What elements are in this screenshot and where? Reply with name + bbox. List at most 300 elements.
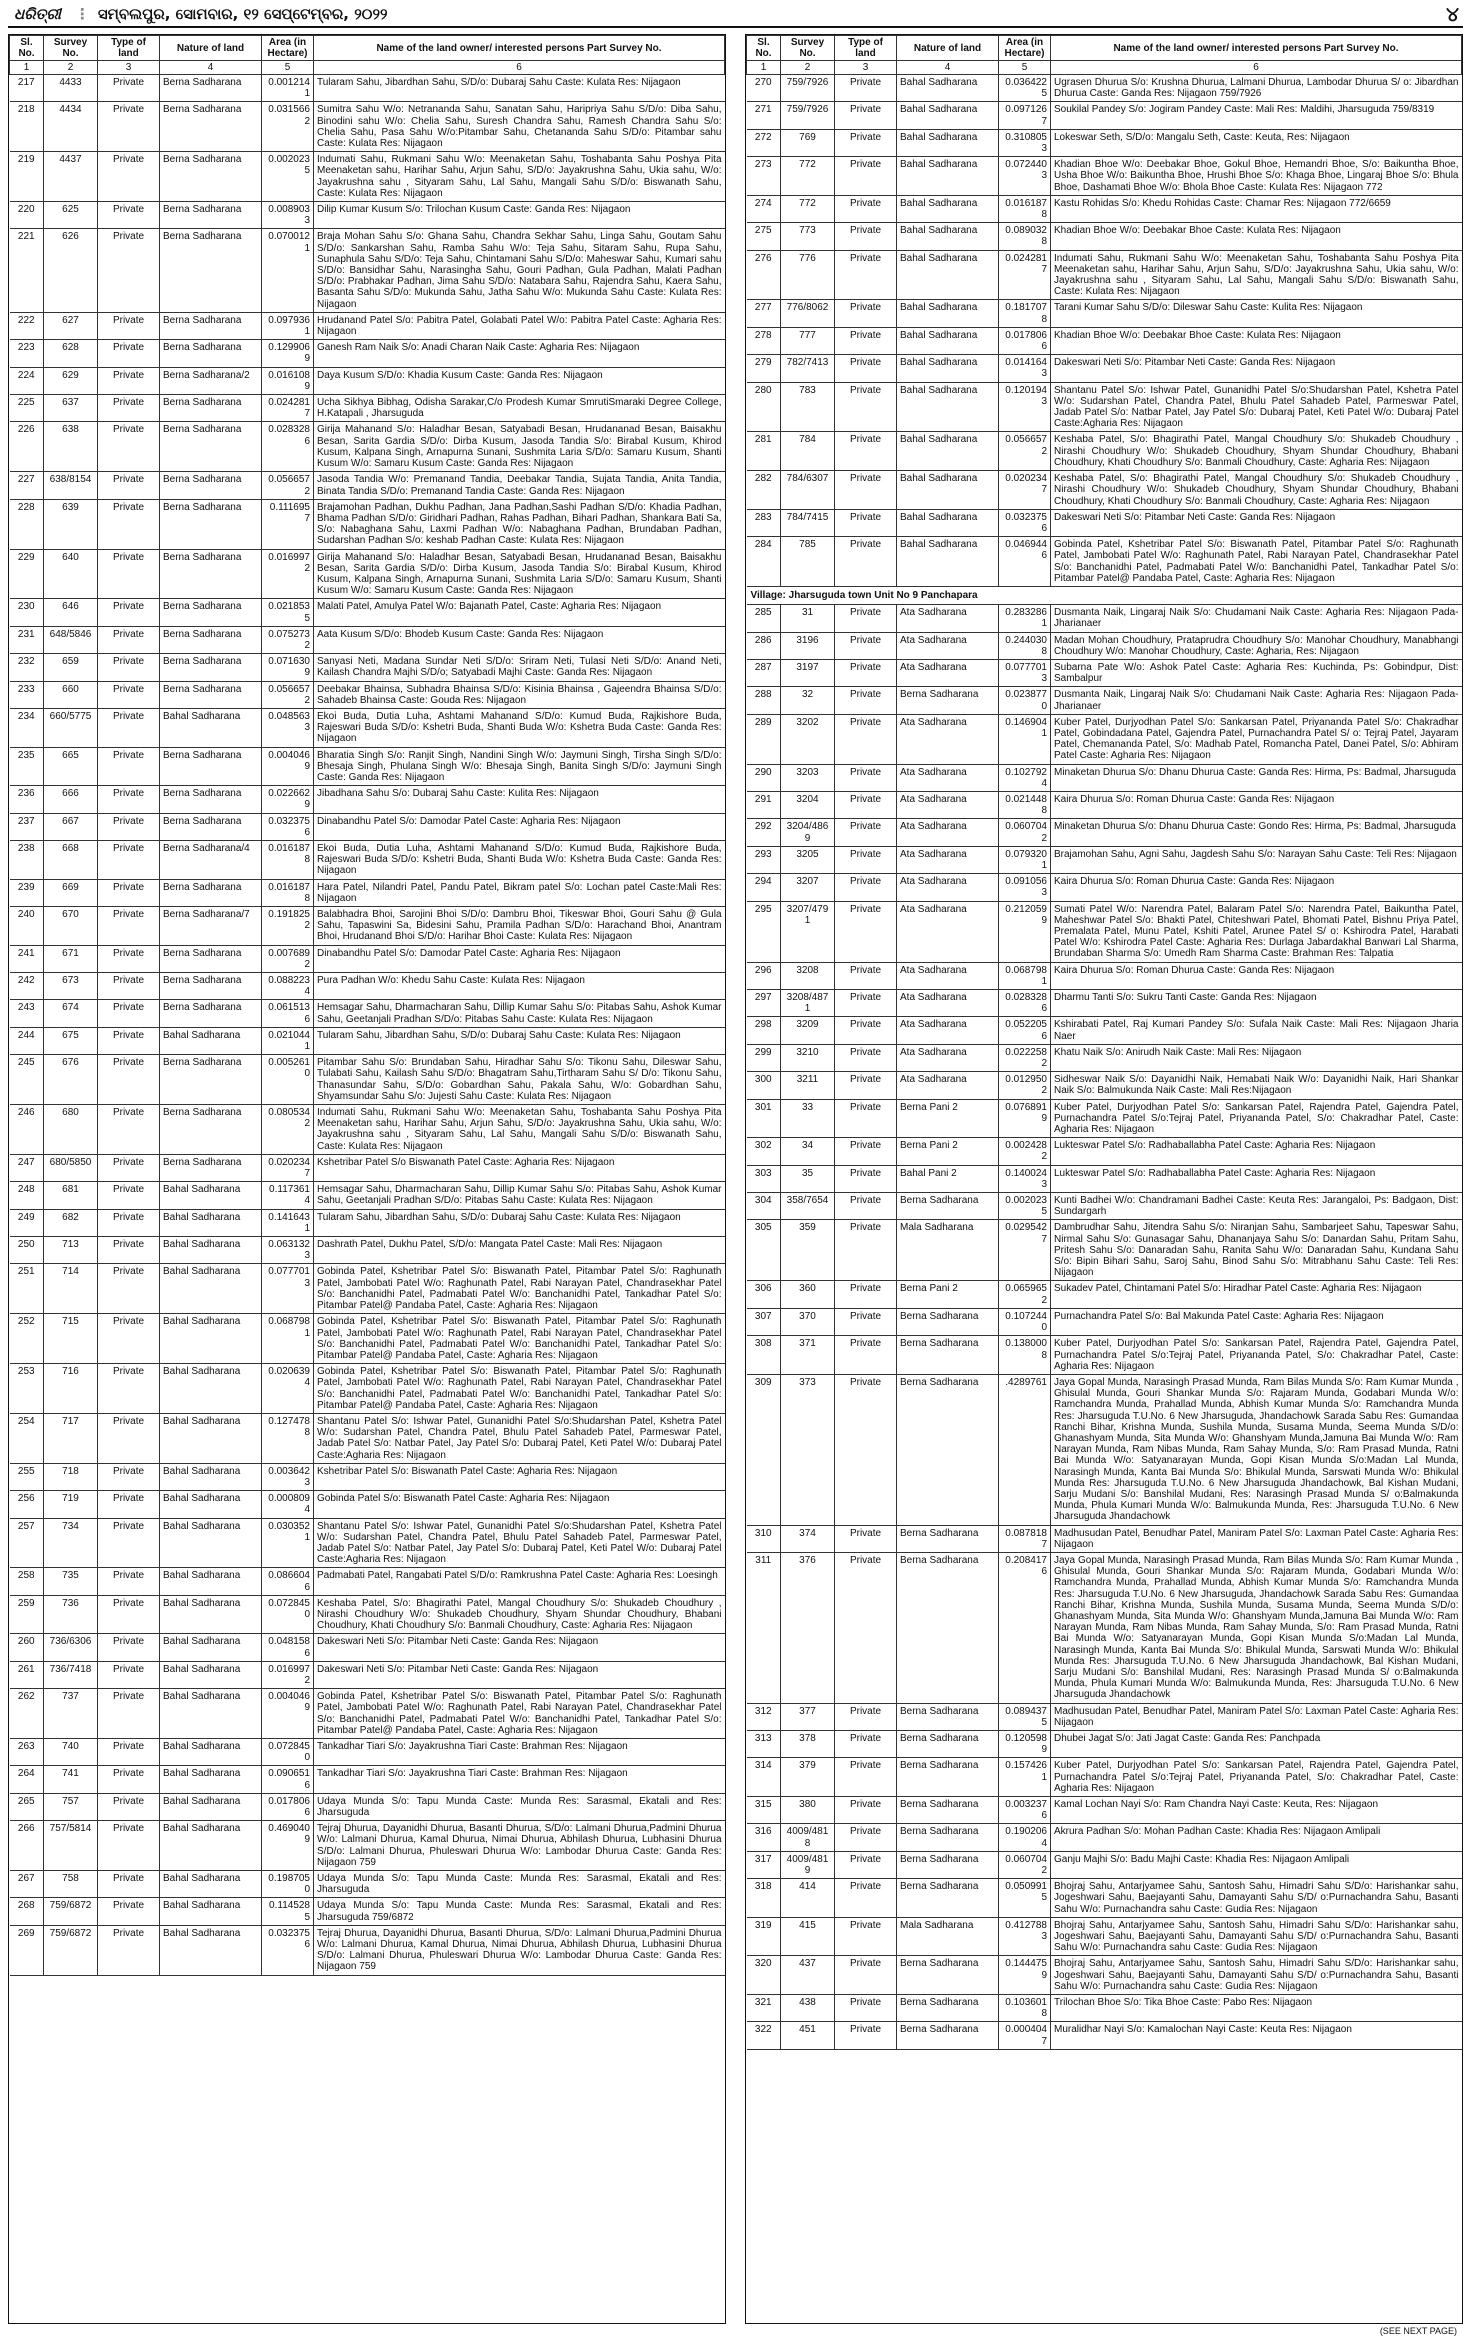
area-cell: 0.0008094	[262, 1491, 314, 1518]
type-cell: Private	[98, 1595, 160, 1634]
survey-cell: 32	[781, 687, 835, 714]
type-cell: Private	[98, 747, 160, 786]
type-cell: Private	[98, 1237, 160, 1264]
nature-cell: Bahal Sadharana	[160, 1821, 262, 1871]
sl-cell: 266	[10, 1821, 44, 1871]
type-cell: Private	[98, 367, 160, 394]
survey-cell: 772	[781, 157, 835, 196]
survey-cell: 759/6872	[44, 1898, 98, 1925]
type-cell: Private	[98, 1661, 160, 1688]
area-cell: 0.0040469	[262, 1689, 314, 1739]
owner-cell: Dharmu Tanti S/o: Sukru Tanti Caste: Ganda Res: Nijagaon	[1051, 990, 1462, 1017]
nature-cell: Berna Sadharana	[897, 1797, 999, 1824]
sl-cell: 233	[10, 681, 44, 708]
owner-cell: Kamal Lochan Nayi S/o: Ram Chandra Nayi Caste: Keuta, Res: Nijagaon	[1051, 1797, 1462, 1824]
nature-cell: Berna Pani 2	[897, 1099, 999, 1138]
sl-cell: 307	[747, 1308, 781, 1335]
type-cell: Private	[835, 1044, 897, 1071]
type-cell: Private	[98, 1027, 160, 1054]
sl-cell: 294	[747, 874, 781, 901]
nature-cell: Berna Sadharana	[160, 786, 262, 813]
land-table-right	[746, 35, 1462, 2050]
table-row	[747, 1917, 1462, 1956]
survey-cell: 3203	[781, 764, 835, 791]
type-cell: Private	[835, 1797, 897, 1824]
area-cell: 0.0238770	[999, 687, 1051, 714]
area-cell: 0.0161878	[262, 840, 314, 879]
type-cell: Private	[835, 990, 897, 1017]
survey-cell: 371	[781, 1336, 835, 1375]
nature-cell: Bahal Sadharana	[160, 1898, 262, 1925]
table-row	[747, 327, 1462, 354]
table-row	[10, 1413, 725, 1463]
table-row	[10, 626, 725, 653]
sl-cell: 267	[10, 1871, 44, 1898]
table-row	[747, 687, 1462, 714]
area-cell: 0.0202347	[262, 1154, 314, 1181]
table-row	[747, 1703, 1462, 1730]
nature-cell: Bahal Sadharana	[897, 537, 999, 587]
table-row	[10, 681, 725, 708]
owner-cell: Keshaba Patel, S/o: Bhagirathi Patel, Mangal Choudhury S/o: Shukadeb Choudhury , Nirashi Choudhury W/o: Shukadeb Choudhury, Shyam Shundar Choudhury, Bhabani Choudhury, Khati Choudhury S/o: Banmali Choudhury, Caste: Agharia Res: Nijagaon	[1051, 471, 1462, 510]
type-cell: Private	[98, 1364, 160, 1414]
table-row	[10, 1209, 725, 1236]
owner-cell: Ganesh Ram Naik S/o: Anadi Charan Naik Caste: Agharia Res: Nijagaon	[314, 340, 725, 367]
type-cell: Private	[835, 1138, 897, 1165]
survey-cell: 640	[44, 549, 98, 599]
owner-cell: Brajamohan Padhan, Dukhu Padhan, Jana Padhan,Sashi Padhan S/D/o: Khadia Padhan, Bhama Padhan S/D/o: Giridhari Padhan, Rahas Padhan, Bihari Padhan, Shankara Bati Sa, S/o: Nabaghana Sahu, Laxmi Padhan W/o: Nabaghana Padhan, Brundaban Padhan, Sudarshan Padhan S/o: keshab Padhan Caste: Kulata Res: Nijagaon	[314, 499, 725, 549]
nature-cell: Bahal Sadharana	[897, 300, 999, 327]
sl-cell: 247	[10, 1154, 44, 1181]
nature-cell: Ata Sadharana	[897, 605, 999, 632]
survey-cell: 378	[781, 1731, 835, 1758]
type-cell: Private	[835, 1099, 897, 1138]
survey-cell: 776/8062	[781, 300, 835, 327]
area-cell: 0.0906516	[262, 1766, 314, 1793]
owner-cell: Jaya Gopal Munda, Narasingh Prasad Munda, Ram Bilas Munda S/o: Ram Kumar Munda , Ghisulal Munda, Gouri Shankar Munda S/o: Rajaram Munda, Godabari Munda W/o: Ramchandra Munda, Prahallad Munda, Abhish Kumar Munda S/o: Ramchandra Munda Res: Jharsuguda T.U.No. 6 New Jharsuguda, Jhandachowk Sarada Sabu Res: Gumandaa Ranchi Bihar, Krishna Munda, Sushila Munda, Susama Munda, Seema Munda S/D/o: Ghanashyam Munda, Sita Munda W/o: Ghanshyam Munda,Jamuna Bai Munda W/o: Ram Narayan Munda, Ram Nibas Munda, Ram Sahay Munda, S/o: Ram Prasad Munda, Ratni Bai Munda W/o: Satyanarayan Munda, Gopi Kisan Munda S/o:Madan Lal Munda, Narasingh Munda, Kanta Bai Munda S/o: Bhikulal Munda, Sarswati Munda W/o: Bhikulal Munda Res: Jharsuguda T.U.No. 6 New Jharsuguda Jhandachowk, Bal Kishan Mudani, Sarju Mudani S/o: Banshilal Mudani, Res: Narasingh Prasad Munda S/ o:Balmakunda Munda, Phula Kumari Munda W/o: Balmukunda Munda, Res: Jharsuguda T.U.No. 6 New Jharsuguda Jhandachowk	[1051, 1374, 1462, 1525]
sl-cell: 238	[10, 840, 44, 879]
survey-cell: 777	[781, 327, 835, 354]
survey-cell: 451	[781, 2022, 835, 2049]
area-cell: 0.0161878	[999, 195, 1051, 222]
owner-cell: Indumati Sahu, Rukmani Sahu W/o: Meenaketan Sahu, Toshabanta Sahu Poshya Pita Meenaketan sahu, Harihar Sahu, Arjun Sahu, S/D/o: Jayakrushna Sahu, Ukia sahu, W/o: Jayakrushna sahu , Sityaram Sahu, Lal Sahu, Mangali Sahu S/D/o: Biswanath Sahu, Caste: Kulata Res: Nijagaon	[1051, 250, 1462, 300]
owner-cell: Hara Patel, Nilandri Patel, Pandu Patel, Bikram patel S/o: Lochan patel Caste:Mali Res: Nijagaon	[314, 879, 725, 906]
sl-cell: 313	[747, 1731, 781, 1758]
survey-cell: 784/7415	[781, 509, 835, 536]
type-cell: Private	[98, 1793, 160, 1820]
table-row	[747, 1731, 1462, 1758]
nature-cell: Berna Sadharana	[897, 1956, 999, 1995]
survey-cell: 3207	[781, 874, 835, 901]
type-cell: Private	[98, 654, 160, 681]
survey-cell: 741	[44, 1766, 98, 1793]
area-cell: 0.0303521	[262, 1518, 314, 1568]
sl-cell: 263	[10, 1739, 44, 1766]
type-cell: Private	[98, 1463, 160, 1490]
sl-cell: 305	[747, 1220, 781, 1281]
area-cell: 0.0178066	[999, 327, 1051, 354]
nature-cell: Berna Sadharana	[160, 626, 262, 653]
nature-cell: Berna Sadharana	[160, 1055, 262, 1105]
type-cell: Private	[98, 1766, 160, 1793]
sl-cell: 284	[747, 537, 781, 587]
survey-cell: 670	[44, 907, 98, 946]
table-row	[10, 1634, 725, 1661]
owner-cell: Dusmanta Naik, Lingaraj Naik S/o: Chudamani Naik Caste: Agharia Res: Nijagaon Pada-Jharianaer	[1051, 687, 1462, 714]
type-cell: Private	[835, 1308, 897, 1335]
type-cell: Private	[98, 973, 160, 1000]
survey-cell: 782/7413	[781, 355, 835, 382]
survey-cell: 716	[44, 1364, 98, 1414]
owner-cell: Shantanu Patel S/o: Ishwar Patel, Gunanidhi Patel S/o:Shudarshan Patel, Kshetra Patel W/o: Sudarshan Patel, Chandra Patel, Bhulu Patel Sahadeb Patel, Parmeswar Patel, Jadab Patel S/o: Natbar Patel, Jay Patel S/o: Dubaraj Patel, Keti Patel W/o: Dubaraj Patel Caste:Agharia Res: Nijagaon	[314, 1413, 725, 1463]
nature-cell: Berna Sadharana/2	[160, 367, 262, 394]
type-cell: Private	[98, 1821, 160, 1871]
table-row	[747, 819, 1462, 846]
owner-cell: Dashrath Patel, Dukhu Patel, S/D/o: Mangata Patel Caste: Mali Res: Nijagaon	[314, 1237, 725, 1264]
owner-cell: Tankadhar Tiari S/o: Jayakrushna Tiari Caste: Brahman Res: Nijagaon	[314, 1739, 725, 1766]
survey-cell: 4433	[44, 75, 98, 102]
survey-cell: 715	[44, 1314, 98, 1364]
survey-cell: 713	[44, 1237, 98, 1264]
nature-cell: Berna Sadharana/4	[160, 840, 262, 879]
area-cell: 0.0566572	[262, 472, 314, 499]
type-cell: Private	[835, 1995, 897, 2022]
dateline: ସମ୍ବଲପୁର, ସୋମବାର, ୧୨ ସେପ୍ଟେମ୍ବର, ୨୦୨୨	[97, 5, 388, 23]
nature-cell: Berna Sadharana	[160, 1105, 262, 1155]
type-cell: Private	[98, 340, 160, 367]
survey-cell: 3210	[781, 1044, 835, 1071]
area-cell: 0.2084176	[999, 1552, 1051, 1703]
survey-cell: 714	[44, 1264, 98, 1314]
sl-cell: 317	[747, 1851, 781, 1878]
table-row	[10, 75, 725, 102]
owner-cell: Sanyasi Neti, Madana Sundar Neti S/D/o: Sriram Neti, Tulasi Neti S/D/o: Anand Neti, Kailash Chandra Majhi S/D/o; Satyabadi Majhi Caste: Ganda Res: Nijagaon	[314, 654, 725, 681]
header-nature: Nature of land	[897, 36, 999, 61]
survey-cell: 629	[44, 367, 98, 394]
table-row	[747, 1308, 1462, 1335]
area-cell: 0.0728450	[262, 1595, 314, 1634]
sl-cell: 234	[10, 708, 44, 747]
table-row	[10, 1871, 725, 1898]
sl-cell: 220	[10, 202, 44, 229]
survey-cell: 626	[44, 229, 98, 312]
survey-cell: 3205	[781, 846, 835, 873]
area-cell: 0.0566572	[999, 432, 1051, 471]
table-row	[10, 1518, 725, 1568]
type-cell: Private	[98, 1000, 160, 1027]
owner-cell: Tularam Sahu, Jibardhan Sahu, S/D/o: Dubaraj Sahu Caste: Kulata Res: Nijagaon	[314, 1027, 725, 1054]
owner-cell: Ekoi Buda, Dutia Luha, Ashtami Mahanand S/D/o: Kumud Buda, Rajkishore Buda, Rajeswari Buda S/D/o: Kshetri Buda, Shanti Buda W/o: Kshetra Buda Caste: Ganda Res: Nijagaon	[314, 840, 725, 879]
nature-cell: Berna Sadharana	[160, 945, 262, 972]
survey-cell: 736	[44, 1595, 98, 1634]
nature-cell: Berna Sadharana	[160, 312, 262, 339]
owner-cell: Girija Mahanand S/o: Haladhar Besan, Satyabadi Besan, Hrudananad Besan, Baisakhu Besan, Sarita Gardia S/D/o: Dirba Kusum, Jasoda Tandia S/o: Birabal Kusum, Khirod Kusum, Kalpana Singh, Arnapurna Sunani, Sushmita Laria S/D/o: Samaru Kusum, Shanti Kusum W/o: Samaru Kusum Caste: Ganda Res: Nijagaon	[314, 549, 725, 599]
owner-cell: Gobinda Patel, Kshetribar Patel S/o: Biswanath Patel, Pitambar Patel S/o: Raghunath Patel, Jambobati Patel W/o: Raghunath Patel, Rabi Narayan Patel, Chandrasekhar Patel S/o: Banchanidhi Patel, Padmabati Patel W/o: Banchanidhi Patel, Tankadhar Patel S/o: Pitambar Patel@ Pandaba Patel, Caste: Agharia Res: Nijagaon	[314, 1264, 725, 1314]
type-cell: Private	[835, 605, 897, 632]
survey-cell: 638	[44, 422, 98, 472]
area-cell: 0.0716309	[262, 654, 314, 681]
type-cell: Private	[835, 1731, 897, 1758]
sl-cell: 306	[747, 1281, 781, 1308]
owner-cell: Sumitra Sahu W/o: Netrananda Sahu, Sanatan Sahu, Haripriya Sahu S/D/o: Diba Sahu, Binodini sahu W/o: Chelia Sahu, Suresh Chandra Sahu, Ramesh Chandra Sahu S/o: Chelia Sahu, Pasa Sahu W/o:Pitambar Sahu, Chetananda Sahu S/D/o: Pitambar sahu Caste: Kulata Res: Nijagaon	[314, 102, 725, 152]
nature-cell: Bahal Sadharana	[897, 382, 999, 432]
table-row	[747, 962, 1462, 989]
header-num: 1	[747, 61, 781, 75]
sl-cell: 230	[10, 599, 44, 626]
sl-cell: 279	[747, 355, 781, 382]
sl-cell: 272	[747, 129, 781, 156]
owner-cell: Daya Kusum S/D/o: Khadia Kusum Caste: Ganda Res: Nijagaon	[314, 367, 725, 394]
nature-cell: Bahal Sadharana	[897, 223, 999, 250]
table-row	[747, 1525, 1462, 1552]
area-cell: 0.1817078	[999, 300, 1051, 327]
sl-cell: 288	[747, 687, 781, 714]
area-cell: 0.1469041	[999, 714, 1051, 764]
table-row	[10, 1793, 725, 1820]
survey-cell: 671	[44, 945, 98, 972]
table-row	[10, 1364, 725, 1414]
area-cell: 0.1072440	[999, 1308, 1051, 1335]
type-cell: Private	[835, 75, 897, 102]
header-owner: Name of the land owner/ interested persons Part Survey No.	[314, 36, 725, 61]
header-type: Type of land	[835, 36, 897, 61]
nature-cell: Bahal Sadharana	[897, 157, 999, 196]
table-row	[747, 1956, 1462, 1995]
type-cell: Private	[98, 840, 160, 879]
survey-cell: 776	[781, 250, 835, 300]
owner-cell: Hemsagar Sahu, Dharmacharan Sahu, Dillip Kumar Sahu S/o: Pitabas Sahu, Ashok Kumar Sahu, Geetanjali Pradhan S/D/o: Pitabas Sahu Caste: Kulata Res: Nijagaon	[314, 1182, 725, 1209]
type-cell: Private	[835, 1824, 897, 1851]
table-row	[10, 1568, 725, 1595]
nature-cell: Berna Sadharana	[160, 747, 262, 786]
nature-cell: Bahal Sadharana	[897, 355, 999, 382]
nature-cell: Bahal Sadharana	[160, 1027, 262, 1054]
area-cell: 0.0687981	[262, 1314, 314, 1364]
type-cell: Private	[98, 152, 160, 202]
owner-cell: Kshetribar Patel S/o: Biswanath Patel Caste: Agharia Res: Nijagaon	[314, 1463, 725, 1490]
table-row	[10, 1766, 725, 1793]
header-survey: Survey No.	[781, 36, 835, 61]
area-cell: 0.0202347	[999, 471, 1051, 510]
table-row	[10, 1027, 725, 1054]
header-num: 6	[314, 61, 725, 75]
header-sl: Sl. No.	[10, 36, 44, 61]
table-row	[747, 250, 1462, 300]
owner-cell: Gobinda Patel S/o: Biswanath Patel Caste: Agharia Res: Nijagaon	[314, 1491, 725, 1518]
area-cell: 0.0040469	[262, 747, 314, 786]
owner-cell: Tularam Sahu, Jibardhan Sahu, S/D/o: Dubaraj Sahu Caste: Kulata Res: Nijagaon	[314, 1209, 725, 1236]
nature-cell: Berna Sadharana	[160, 1000, 262, 1027]
type-cell: Private	[98, 1105, 160, 1155]
nature-cell: Ata Sadharana	[897, 1072, 999, 1099]
nature-cell: Bahal Sadharana	[160, 1595, 262, 1634]
type-cell: Private	[835, 1758, 897, 1797]
sl-cell: 296	[747, 962, 781, 989]
survey-cell: 673	[44, 973, 98, 1000]
sl-cell: 262	[10, 1689, 44, 1739]
owner-cell: Keshaba Patel, S/o: Bhagirathi Patel, Mangal Choudhury S/o: Shukadeb Choudhury , Nirashi Choudhury W/o: Shukadeb Choudhury, Shyam Shundar Choudhury, Bhabani Choudhury, Khati Choudhury S/o: Banmali Choudhury, Caste: Agharia Res: Nijagaon	[314, 1595, 725, 1634]
owner-cell: Minaketan Dhurua S/o: Dhanu Dhurua Caste: Ganda Res: Hirma, Ps: Badmal, Jharsuguda	[1051, 764, 1462, 791]
type-cell: Private	[835, 250, 897, 300]
owner-cell: Dakeswari Neti S/o: Pitambar Neti Caste: Ganda Res: Nijagaon	[314, 1634, 725, 1661]
table-row	[747, 1797, 1462, 1824]
type-cell: Private	[98, 1518, 160, 1568]
sl-cell: 232	[10, 654, 44, 681]
owner-cell: Soukilal Pandey S/o: Jogiram Pandey Caste: Mali Res: Maldihi, Jharsuguda 759/8319	[1051, 102, 1462, 129]
sl-cell: 295	[747, 901, 781, 962]
type-cell: Private	[98, 1413, 160, 1463]
survey-cell: 659	[44, 654, 98, 681]
sl-cell: 258	[10, 1568, 44, 1595]
survey-cell: 740	[44, 1739, 98, 1766]
type-cell: Private	[98, 907, 160, 946]
sl-cell: 315	[747, 1797, 781, 1824]
survey-cell: 638/8154	[44, 472, 98, 499]
nature-cell: Bahal Sadharana	[160, 1491, 262, 1518]
owner-cell: Dilip Kumar Kusum S/o: Trilochan Kusum Caste: Ganda Res: Nijagaon	[314, 202, 725, 229]
nature-cell: Bahal Sadharana	[160, 1793, 262, 1820]
type-cell: Private	[835, 1281, 897, 1308]
survey-cell: 370	[781, 1308, 835, 1335]
survey-cell: 3204/4869	[781, 819, 835, 846]
nature-cell: Bahal Sadharana	[160, 1518, 262, 1568]
table-body	[747, 605, 1462, 2050]
owner-cell: Hrudanand Patel S/o: Pabitra Patel, Golabati Patel W/o: Pabitra Patel Caste: Agharia Res: Nijagaon	[314, 312, 725, 339]
type-cell: Private	[835, 819, 897, 846]
owner-cell: Kastu Rohidas S/o: Khedu Rohidas Caste: Chamar Res: Nijagaon 772/6659	[1051, 195, 1462, 222]
owner-cell: Aata Kusum S/D/o: Bhodeb Kusum Caste: Ganda Res: Nijagaon	[314, 626, 725, 653]
sl-cell: 218	[10, 102, 44, 152]
table-row	[10, 152, 725, 202]
table-row	[747, 157, 1462, 196]
owner-cell: Dinabandhu Patel S/o: Damodar Patel Caste: Agharia Res: Nijagaon	[314, 813, 725, 840]
header-survey: Survey No.	[44, 36, 98, 61]
survey-cell: 414	[781, 1879, 835, 1918]
sl-cell: 243	[10, 1000, 44, 1027]
survey-cell: 34	[781, 1138, 835, 1165]
table-body	[747, 75, 1462, 587]
survey-cell: 667	[44, 813, 98, 840]
table-row	[10, 367, 725, 394]
survey-cell: 373	[781, 1374, 835, 1525]
table-row	[747, 432, 1462, 471]
header-num: 6	[1051, 61, 1462, 75]
nature-cell: Ata Sadharana	[897, 1017, 999, 1044]
type-cell: Private	[98, 681, 160, 708]
type-cell: Private	[835, 1220, 897, 1281]
area-cell: 0.0659652	[999, 1281, 1051, 1308]
nature-cell: Bahal Sadharana	[897, 250, 999, 300]
area-cell: 0.0004047	[999, 2022, 1051, 2049]
sl-cell: 253	[10, 1364, 44, 1414]
sl-cell: 260	[10, 1634, 44, 1661]
survey-cell: 4437	[44, 152, 98, 202]
nature-cell: Ata Sadharana	[897, 819, 999, 846]
area-cell: 0.0910563	[999, 874, 1051, 901]
type-cell: Private	[98, 472, 160, 499]
owner-cell: Pitambar Sahu S/o: Brundaban Sahu, Hiradhar Sahu S/o: Tikonu Sahu, Dileswar Sahu, Tulabati Sahu, Kailash Sahu S/D/o: Bhagatram Sahu,Tirtharam Sahu S/ D/o: Tikonu Sahu, Thanasundar Sahu, S/D/o: Gobardhan Sahu, Pakala Sahu, W/o: Gobardhan Sahu, Shyamsundar Sahu S/o: Jujesti Sahu Caste: Kulata Res: Nijagaon	[314, 1055, 725, 1105]
owner-cell: Ganju Majhi S/o: Badu Majhi Caste: Khadia Res: Nijagaon Amlipali	[1051, 1851, 1462, 1878]
type-cell: Private	[98, 1055, 160, 1105]
nature-cell: Ata Sadharana	[897, 962, 999, 989]
nature-cell: Bahal Sadharana	[897, 195, 999, 222]
area-cell: 0.0036423	[262, 1463, 314, 1490]
sl-cell: 281	[747, 432, 781, 471]
area-cell: 0.0777013	[262, 1264, 314, 1314]
type-cell: Private	[98, 1871, 160, 1898]
area-cell: 0.1173614	[262, 1182, 314, 1209]
type-cell: Private	[835, 471, 897, 510]
sl-cell: 274	[747, 195, 781, 222]
survey-cell: 675	[44, 1027, 98, 1054]
type-cell: Private	[98, 626, 160, 653]
area-cell: 0.0283286	[262, 422, 314, 472]
sl-cell: 264	[10, 1766, 44, 1793]
sl-cell: 286	[747, 632, 781, 659]
nature-cell: Bahal Sadharana	[160, 1689, 262, 1739]
owner-cell: Kaira Dhurua S/o: Roman Dhurua Caste: Ganda Res: Nijagaon	[1051, 962, 1462, 989]
owner-cell: Shantanu Patel S/o: Ishwar Patel, Gunanidhi Patel S/o:Shudarshan Patel, Kshetra Patel W/o: Sudarshan Patel, Chandra Patel, Bhulu Patel Sahadeb Patel, Parmeswar Patel, Jadab Patel S/o: Natbar Patel, Jay Patel S/o: Dubaraj Patel, Keti Patel W/o: Dubaraj Patel Caste:Agharia Res: Nijagaon	[314, 1518, 725, 1568]
type-cell: Private	[98, 1182, 160, 1209]
table-row	[10, 1491, 725, 1518]
area-cell: 0.0866046	[262, 1568, 314, 1595]
table-row	[10, 1463, 725, 1490]
table-row	[747, 2022, 1462, 2049]
type-cell: Private	[835, 791, 897, 818]
nature-cell: Berna Sadharana	[897, 1824, 999, 1851]
owner-cell: Akrura Padhan S/o: Mohan Padhan Caste: Khadia Res: Nijagaon Amlipali	[1051, 1824, 1462, 1851]
survey-cell: 3196	[781, 632, 835, 659]
nature-cell: Berna Sadharana	[160, 879, 262, 906]
page-number: ୪	[1446, 2, 1459, 26]
survey-cell: 3208/4871	[781, 990, 835, 1017]
owner-cell: Lukteswar Patel S/o: Radhaballabha Patel Caste: Agharia Res: Nijagaon	[1051, 1138, 1462, 1165]
sl-cell: 282	[747, 471, 781, 510]
nature-cell: Berna Sadharana	[160, 813, 262, 840]
nature-cell: Berna Sadharana	[160, 499, 262, 549]
header-num: 4	[897, 61, 999, 75]
owner-cell: Shantanu Patel S/o: Ishwar Patel, Gunanidhi Patel S/o:Shudarshan Patel, Kshetra Patel W/o: Sudarshan Patel, Chandra Patel, Bhulu Patel Sahadeb Patel, Parmeswar Patel, Jadab Patel S/o: Natbar Patel, Jay Patel S/o: Dubaraj Patel, Keti Patel W/o: Dubaraj Patel Caste:Agharia Res: Nijagaon	[1051, 382, 1462, 432]
nature-cell: Berna Pani 2	[897, 1281, 999, 1308]
owner-cell: Kaira Dhurua S/o: Roman Dhurua Caste: Ganda Res: Nijagaon	[1051, 791, 1462, 818]
table-row	[747, 1552, 1462, 1703]
survey-cell: 646	[44, 599, 98, 626]
header-num: 3	[835, 61, 897, 75]
type-cell: Private	[98, 1689, 160, 1739]
nature-cell: Bahal Sadharana	[160, 1925, 262, 1975]
table-row	[747, 75, 1462, 102]
nature-cell: Ata Sadharana	[897, 659, 999, 686]
survey-cell: 360	[781, 1281, 835, 1308]
nature-cell: Bahal Sadharana	[160, 1237, 262, 1264]
owner-cell: Udaya Munda S/o: Tapu Munda Caste: Munda Res: Sarasmal, Ekatali and Res: Jharsuguda 759/6872	[314, 1898, 725, 1925]
sl-cell: 277	[747, 300, 781, 327]
area-cell: 0.0089033	[262, 202, 314, 229]
area-cell: 0.0469446	[999, 537, 1051, 587]
table-row	[10, 472, 725, 499]
area-cell: 0.0364225	[999, 75, 1051, 102]
area-cell: 0.0076892	[262, 945, 314, 972]
area-cell: 0.0052610	[262, 1055, 314, 1105]
type-cell: Private	[98, 786, 160, 813]
survey-cell: 769	[781, 129, 835, 156]
survey-cell: 681	[44, 1182, 98, 1209]
survey-cell: 719	[44, 1491, 98, 1518]
table-row	[10, 1055, 725, 1105]
survey-cell: 3207/4791	[781, 901, 835, 962]
owner-cell: Lokeswar Seth, S/D/o: Mangalu Seth, Caste: Keuta, Res: Nijagaon	[1051, 129, 1462, 156]
owner-cell: Kshetribar Patel S/o Biswanath Patel Caste: Agharia Res: Nijagaon	[314, 1154, 725, 1181]
